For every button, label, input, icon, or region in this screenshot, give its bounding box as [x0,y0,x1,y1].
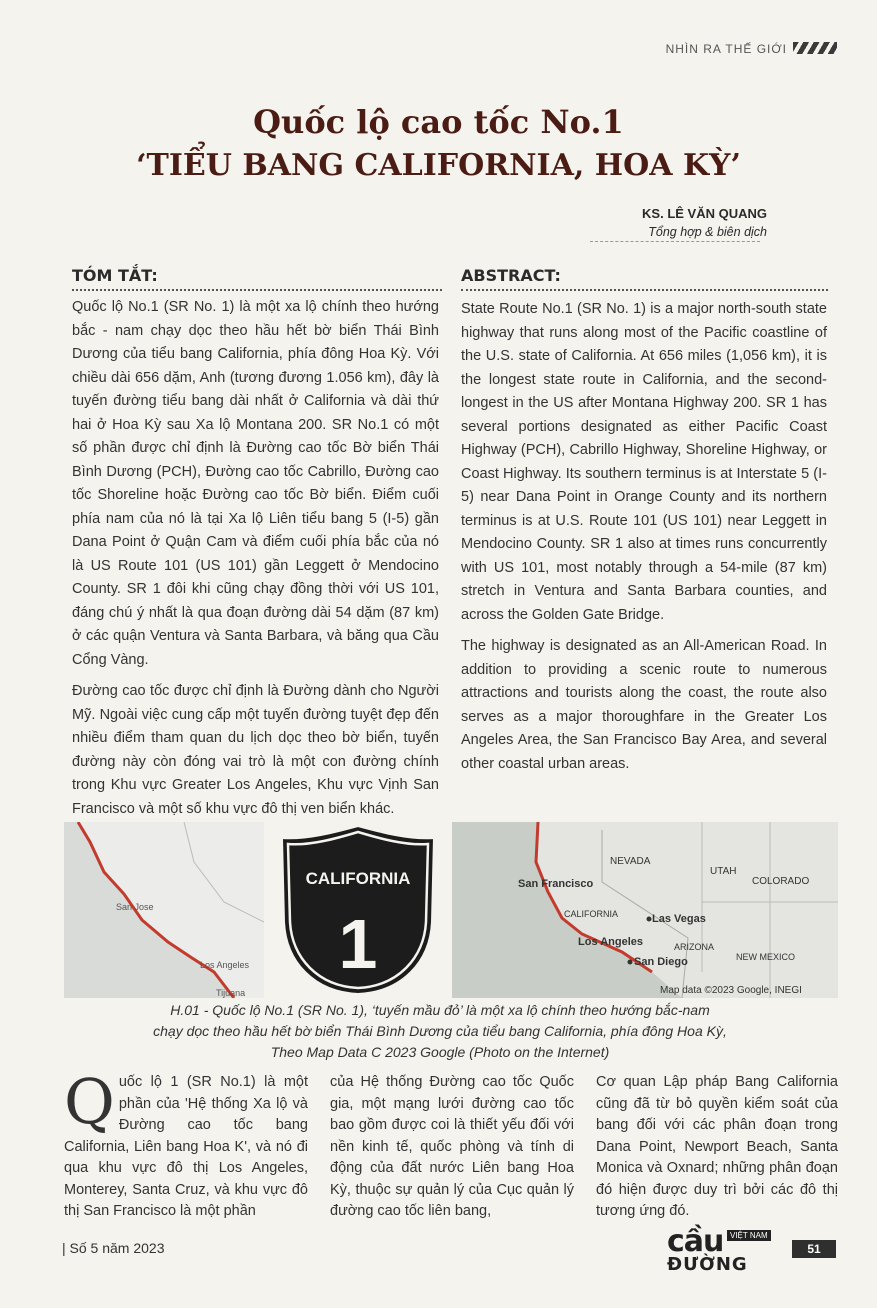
map-right-label-utah: UTAH [710,866,737,877]
title-line-2: ‘TIỂU BANG CALIFORNIA, HOA KỲ’ [136,148,741,183]
issue-label: | Số 5 năm 2023 [62,1240,165,1256]
abstract-underline [461,289,828,291]
map-left-image [64,822,264,998]
summary-vi-underline [72,289,442,291]
summary-vi-paragraph-1: Quốc lộ No.1 (SR No. 1) là một xa lộ chính theo hướng bắc - nam chạy dọc theo hầu hết bờ biển Thái Bình Dương của tiểu bang California, phía đông Hoa Kỳ. Với chiều dài 656 dặm, Anh (tương đương 1.056 km), đây là tuyến đường tiểu bang dài nhất ở California và dài thứ hai ở Hoa Kỳ sau Xa lộ Montana 200. SR No.1 có một số phần được chỉ định là Đường cao tốc Bờ biển Thái Bình Dương (PCH), Đường cao tốc Cabrillo, Đường cao tốc Shoreline hoặc Đường cao tốc Bờ biển. Điểm cuối phía nam của nó là tại Xa lộ Liên tiểu bang 5 (I-5) gần Dana Point ở Quận Cam và điểm cuối phía bắc của nó là US Route 101 (US 101) gần Leggett ở Mendocino County. SR 1 đôi khi cũng chạy đồng thời với US 101, đáng chú ý nhất là qua đoạn đường dài 54 dặm (87 km) ở các quận Ventura và Santa Barbara, và băng qua Cầu Cổng Vàng. [72,299,439,668]
author-role: Tổng hợp & biên dịch [648,225,767,239]
summary-vi-paragraph-2: Đường cao tốc được chỉ định là Đường dành cho Người Mỹ. Ngoài việc cung cấp một tuyến đường tuyệt đẹp đến nhiều điểm tham quan du lịch dọc theo bờ biển, tuyến đường này còn đóng vai trò là một con đường chính trong Khu vực Greater Los Angeles, Khu vực Vịnh San Francisco và một số khu vực đô thị ven biển khác. [72,683,439,817]
body-column-1-text: uốc lộ 1 (SR No.1) là một phần của 'Hệ thống Xa lộ và Đường cao tốc bang California, Liên bang Hoa K', và nó đi qua khu vực đô thị Los Angeles, Monterey, Santa Cruz, và khu vực đô thị San Francisco là một phần [64,1074,308,1219]
body-column-2-text: của Hệ thống Đường cao tốc Quốc gia, một mạng lưới đường cao tốc bao gồm được coi là thiết yếu đối với nền kinh tế, quốc phòng và tính di động của đất nước Liên bang Hoa Kỳ, thuộc sự quản lý của Cục quản lý đường cao tốc liên bang, [330,1074,574,1219]
title-line-1: Quốc lộ cao tốc No.1 [253,103,624,141]
map-left-label-tijuana: Tijuana [216,988,246,998]
body-column-3-text: Cơ quan Lập pháp Bang California cũng đã từ bỏ quyền kiểm soát của bang đối với các phân đoạn trong Dana Point, Newport Beach, Santa Monica và Oxnard; những phân đoạn đó hiện được duy trì bởi các đô thị tương ứng đó. [596,1074,838,1219]
summary-vi-column [72,296,439,829]
map-right-label-los-angeles: Los Angeles [578,936,643,948]
page-number: 51 [792,1240,836,1258]
caption-line-3: Theo Map Data C 2023 Google (Photo on the Internet) [270,1044,610,1060]
author-block [642,205,767,241]
map-right-label-las-vegas: Las Vegas [652,913,706,925]
logo-tag: VIỆT NAM [727,1230,771,1241]
map-right-label-colorado: COLORADO [752,876,810,887]
map-right-label-san-diego: San Diego [634,956,688,968]
map-right-label-arizona: ARIZONA [674,942,715,952]
map-right-credit: Map data ©2023 Google, INEGI [660,985,802,996]
body-column-3 [596,1072,838,1223]
author-divider [590,241,760,242]
map-right-label-california: CALIFORNIA [564,909,619,919]
header-stripes-decoration [793,42,837,54]
abstract-column [461,298,827,784]
article-title [0,100,877,188]
abstract-paragraph-1: State Route No.1 (SR No. 1) is a major north-south state highway that runs along most of the Pacific coastline of the U.S. state of California. At 656 miles (1,056 km), it is the longest state route in California, and the second-longest in the US after Montana Highway 200. SR 1 has several portions designated as either Pacific Coast Highway (PCH), Cabrillo Highway, Shoreline Highway, or Coast Highway. Its southern terminus is at Interstate 5 (I-5) near Dana Point in Orange County and its northern terminus is at U.S. Route 101 (US 101) near Leggett in Mendocino County. SR 1 also at times runs concurrently with US 101, most notably through a 54-mile (87 km) stretch in Ventura and Santa Barbara counties, and across the Golden Gate Bridge. [461,301,827,623]
logo-text-bottom: ĐƯỜNG [667,1254,748,1275]
body-column-1 [64,1065,308,1223]
shield-state-name: CALIFORNIA [305,869,411,888]
caption-line-1: H.01 - Quốc lộ No.1 (SR No. 1), ‘tuyến mầu đỏ’ là một xa lộ chính theo hướng bắc-nam [170,1002,710,1018]
map-right-graphic [452,822,838,998]
magazine-logo [667,1224,779,1275]
map-right-label-san-francisco: San Francisco [518,878,594,890]
map-right-label-new-mexico: NEW MEXICO [736,952,796,962]
logo-text-top: cầu [667,1224,724,1259]
caption-line-2: chạy dọc theo hầu hết bờ biển Thái Bình Dương của tiểu bang California, phía đông Hoa Kỳ, [153,1023,727,1039]
map-left-graphic [64,822,264,998]
route-shield-graphic [272,822,444,998]
drop-cap: Q [64,1065,115,1138]
author-name: KS. LÊ VĂN QUANG [642,206,767,221]
body-column-2 [330,1072,574,1223]
abstract-heading: ABSTRACT: [461,266,561,285]
shield-route-number: 1 [338,905,378,983]
map-right-image [452,822,838,998]
map-left-label-san-jose: San Jose [116,902,154,912]
figure-caption [60,1000,820,1063]
route-shield-sign [272,822,444,998]
section-label: NHÌN RA THẾ GIỚI [665,42,787,56]
map-right-label-nevada: NEVADA [610,856,651,867]
map-left-label-los-angeles: Los Angeles [200,960,250,970]
summary-vi-heading: TÓM TẮT: [72,266,158,285]
abstract-paragraph-2: The highway is designated as an All-American Road. In addition to providing a scenic route to numerous attractions and tourists along the coast, the route also serves as a major thoroughfare in the Greater Los Angeles Area, the San Francisco Bay Area, and several other coastal urban areas. [461,638,827,772]
